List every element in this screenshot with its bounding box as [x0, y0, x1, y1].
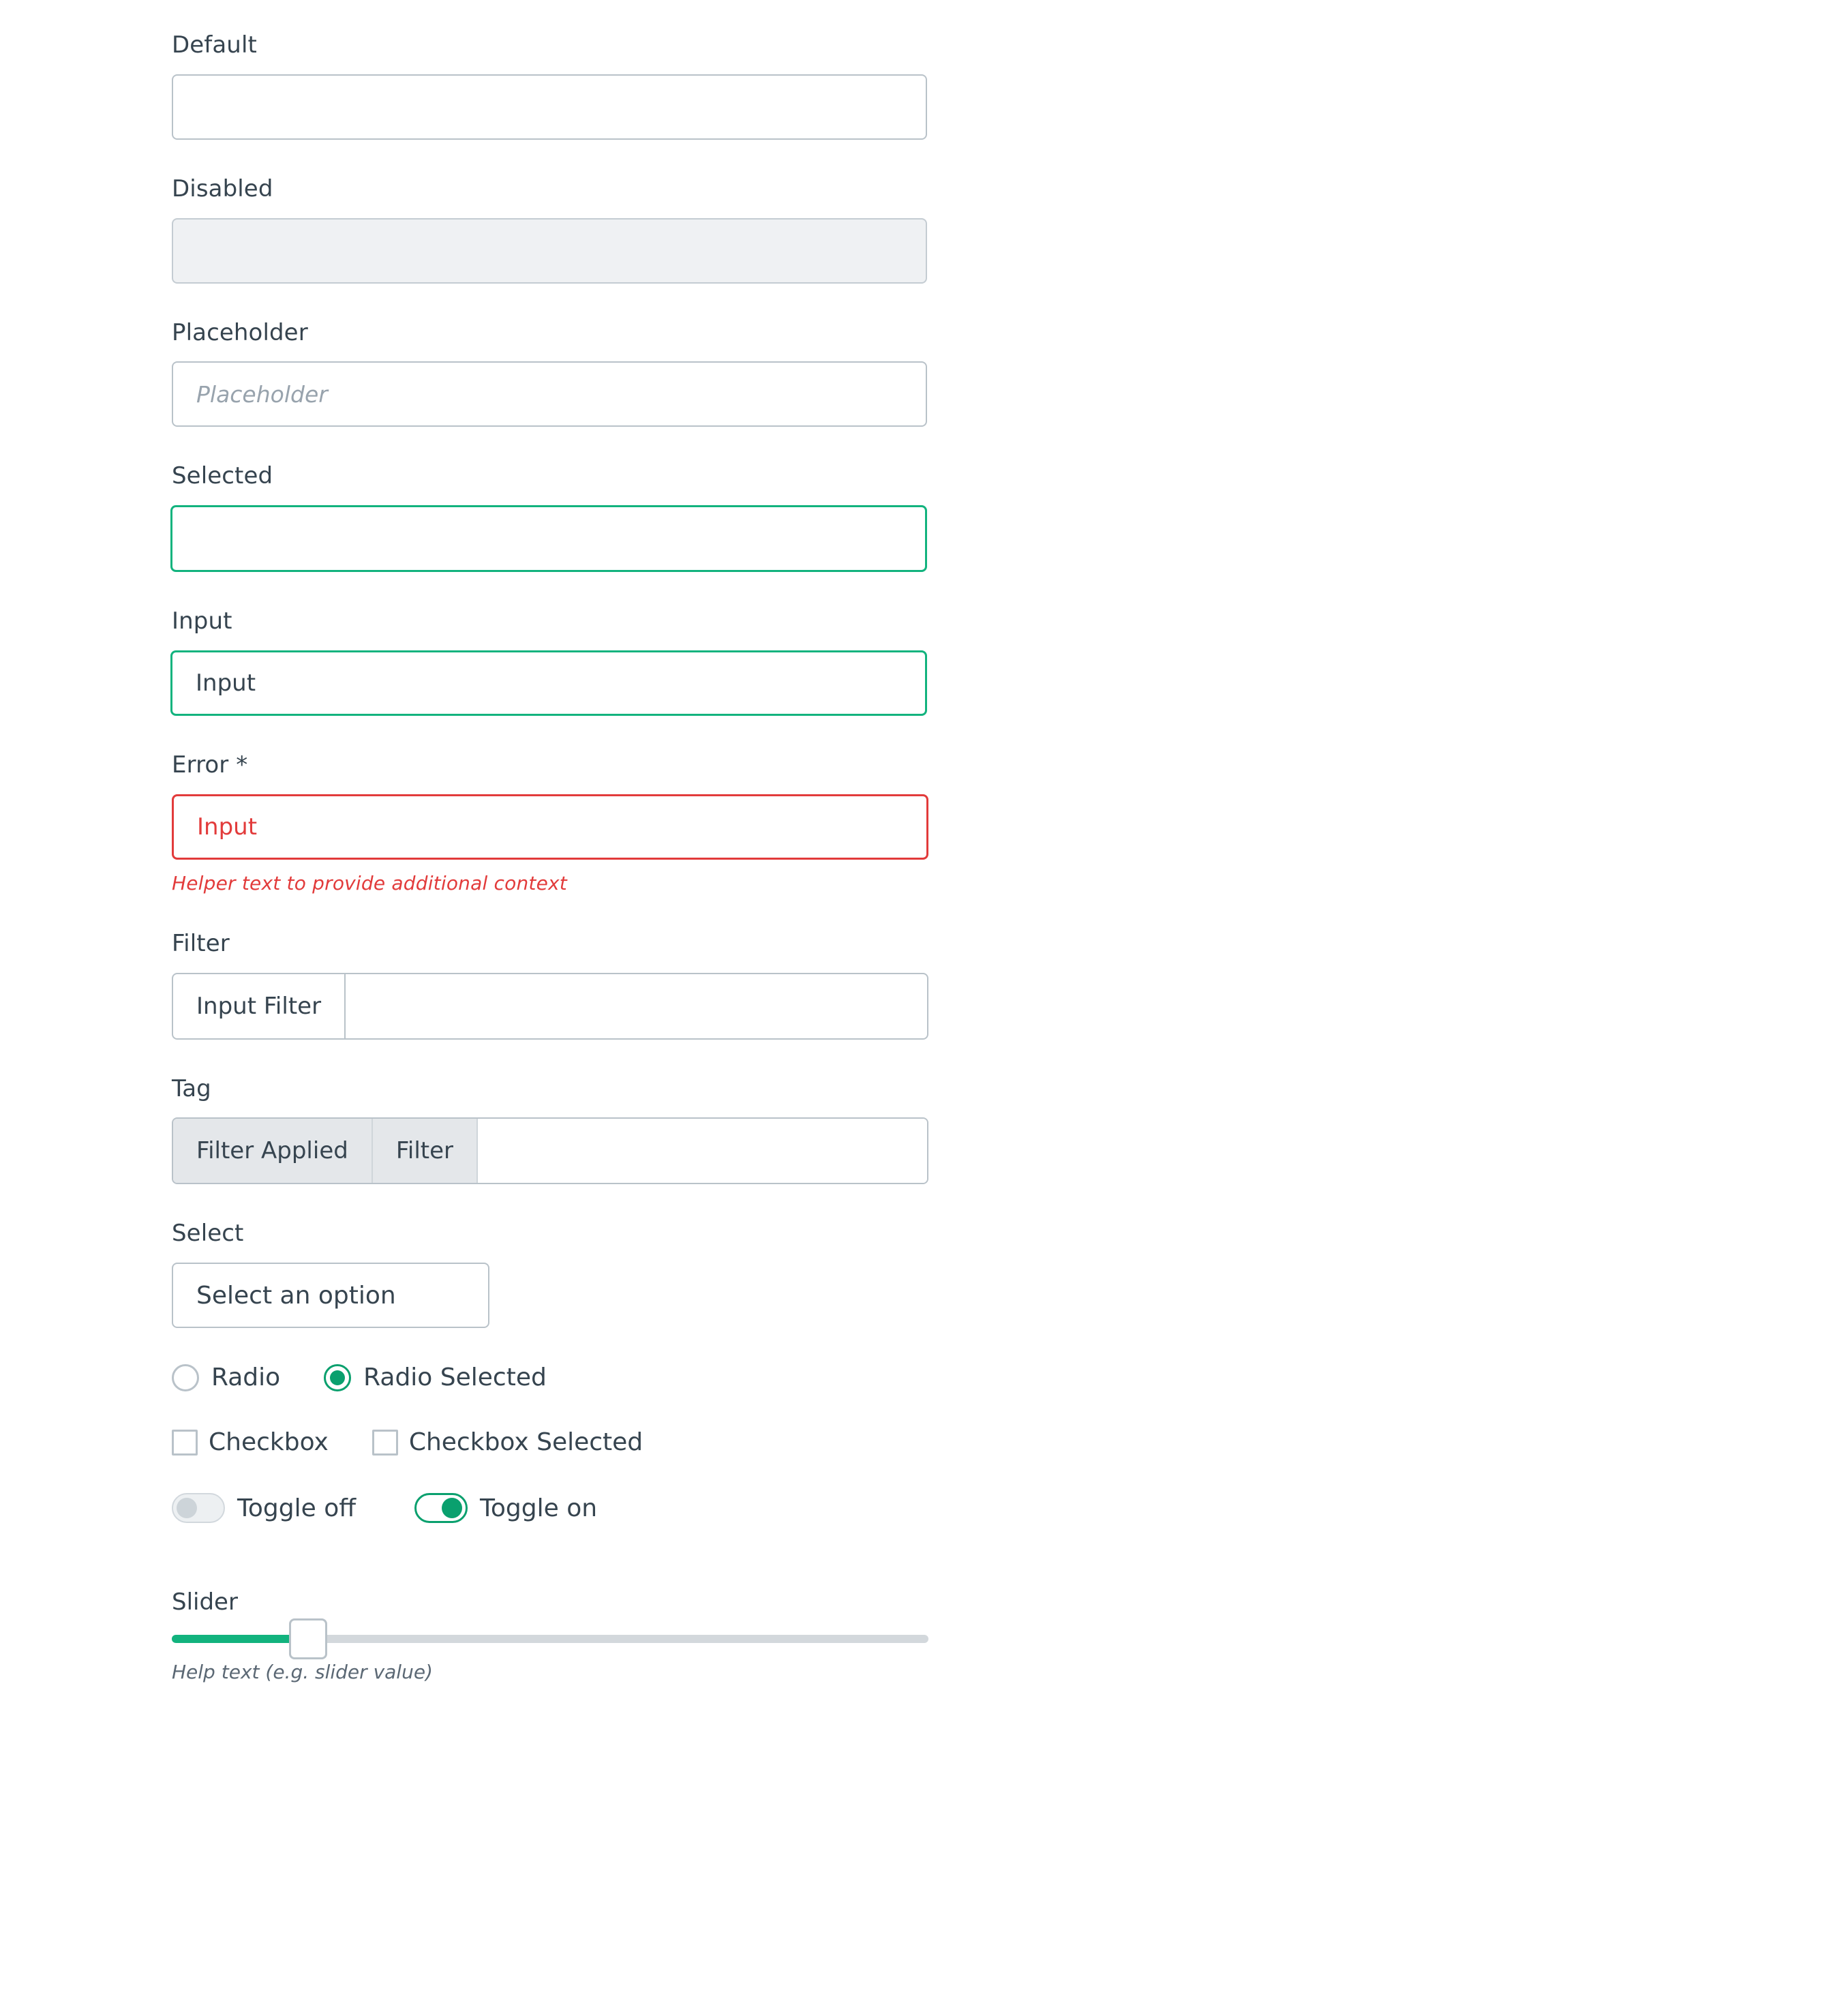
- toggle-on-label: Toggle on: [480, 1494, 598, 1522]
- input-filled[interactable]: [170, 650, 927, 716]
- field-placeholder: [172, 319, 935, 427]
- radio-option-unselected[interactable]: [172, 1363, 280, 1391]
- field-input: [172, 607, 935, 716]
- error-helper-text: Helper text to provide additional context: [172, 871, 567, 894]
- filter-input[interactable]: [346, 974, 392, 1038]
- label-default: Default: [172, 31, 257, 59]
- select-dropdown[interactable]: [172, 1263, 489, 1328]
- checkbox-option-selected[interactable]: [372, 1428, 643, 1456]
- label-selected: Selected: [172, 462, 273, 490]
- toggle-on-switch[interactable]: [414, 1493, 468, 1523]
- select-value: Select an option: [196, 1281, 396, 1310]
- checkbox-group: [172, 1428, 935, 1456]
- slider-fill: [172, 1635, 308, 1643]
- radio-option-selected[interactable]: [324, 1363, 547, 1391]
- input-default[interactable]: [172, 74, 927, 140]
- input-error-value: Input: [197, 813, 258, 841]
- field-error: [172, 751, 935, 894]
- input-error[interactable]: [172, 794, 928, 860]
- toggle-off-knob: [177, 1498, 197, 1518]
- field-disabled: [172, 175, 935, 284]
- label-disabled: Disabled: [172, 175, 273, 202]
- field-filter: [172, 930, 935, 1040]
- checkbox-option[interactable]: [172, 1428, 329, 1456]
- slider-thumb[interactable]: [289, 1618, 327, 1659]
- input-disabled: [172, 218, 927, 284]
- tag-chip-applied[interactable]: [173, 1117, 373, 1184]
- tag-input-area[interactable]: [478, 1117, 927, 1184]
- field-selected: [172, 462, 935, 572]
- input-selected[interactable]: [170, 505, 927, 572]
- field-default: [172, 31, 935, 140]
- label-input: Input: [172, 607, 232, 635]
- toggle-off[interactable]: [172, 1493, 356, 1523]
- filter-chip[interactable]: [173, 974, 346, 1038]
- label-filter: Filter: [172, 929, 230, 957]
- label-placeholder: Placeholder: [172, 318, 308, 346]
- tag-input-group[interactable]: [172, 1117, 928, 1184]
- checkbox-icon[interactable]: [172, 1430, 198, 1456]
- tag-chip-filter[interactable]: [373, 1117, 478, 1184]
- radio-selected-label: Radio Selected: [363, 1363, 547, 1392]
- tag-chip-applied-label: Filter Applied: [196, 1137, 348, 1165]
- label-slider: Slider: [172, 1588, 238, 1616]
- label-tag: Tag: [172, 1074, 211, 1102]
- toggle-on[interactable]: [414, 1493, 597, 1523]
- radio-label: Radio: [211, 1363, 281, 1392]
- input-placeholder-text: Placeholder: [196, 380, 328, 408]
- toggle-off-label: Toggle off: [237, 1494, 357, 1522]
- checkbox-selected-label: Checkbox Selected: [408, 1428, 643, 1457]
- toggle-off-switch[interactable]: [172, 1493, 225, 1523]
- filter-chip-label: Input Filter: [196, 992, 322, 1020]
- field-slider: [172, 1588, 935, 1683]
- toggle-group: [172, 1493, 935, 1523]
- field-tag: [172, 1075, 935, 1185]
- label-select: Select: [172, 1220, 244, 1248]
- form-column: [172, 31, 935, 1719]
- filter-input-group[interactable]: [172, 973, 928, 1040]
- radio-icon[interactable]: [172, 1364, 199, 1391]
- toggle-on-knob: [442, 1498, 462, 1518]
- input-placeholder[interactable]: [172, 361, 927, 427]
- field-select: [172, 1220, 935, 1328]
- slider-track[interactable]: [172, 1635, 928, 1643]
- radio-selected-icon[interactable]: [324, 1364, 351, 1391]
- tag-chip-filter-label: Filter: [395, 1137, 454, 1165]
- input-filled-value: Input: [196, 669, 256, 697]
- slider-help-text: Help text (e.g. slider value): [172, 1661, 433, 1684]
- radio-group: [172, 1363, 935, 1391]
- checkbox-label: Checkbox: [209, 1428, 329, 1457]
- label-error: Error *: [172, 751, 248, 779]
- checkbox-selected-icon[interactable]: [372, 1430, 398, 1456]
